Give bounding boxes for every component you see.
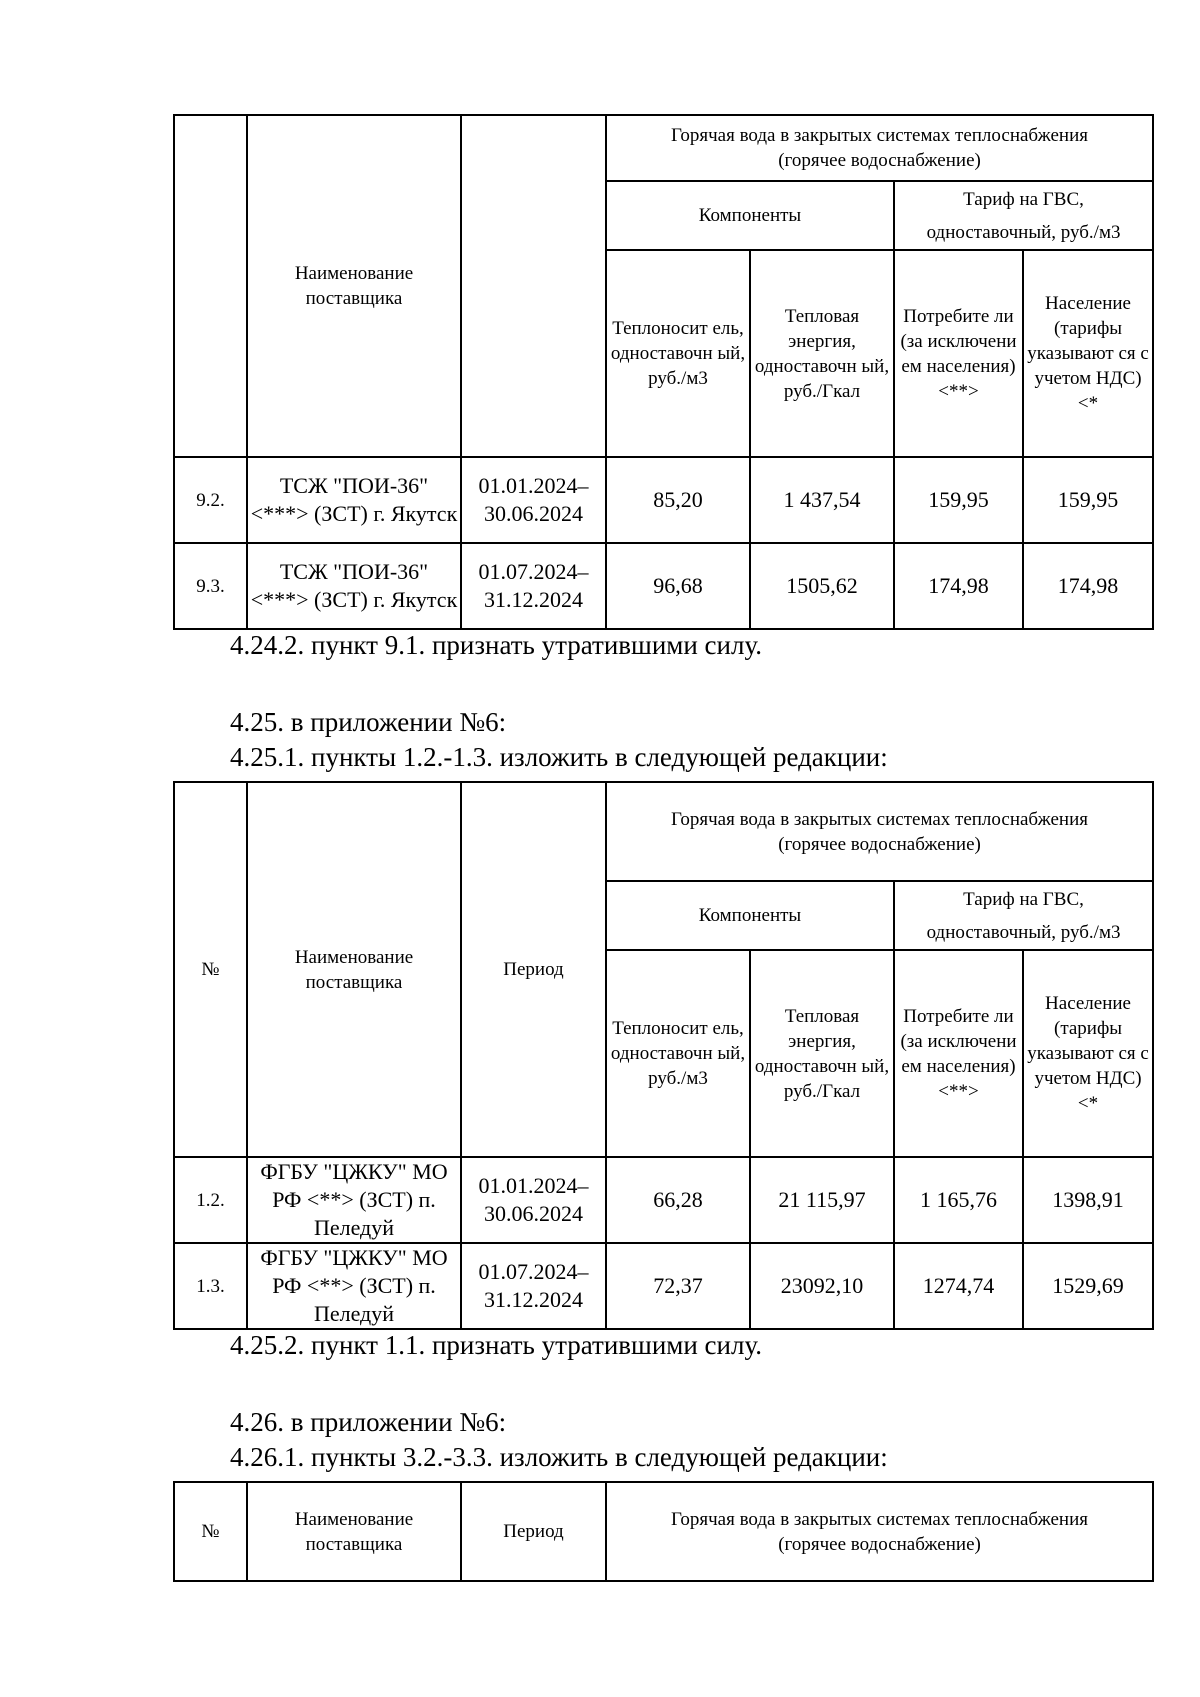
row-period: 01.07.2024– 31.12.2024: [461, 543, 606, 629]
row-supplier: ФГБУ "ЦЖКУ" МО РФ <**> (ЗСТ) п. Пеледуй: [247, 1243, 461, 1329]
row-coolant: 96,68: [606, 543, 750, 629]
header-heat: Тепловая энергия, одноставочн ый, руб./Гкал: [750, 250, 894, 457]
table-row: [174, 1243, 1153, 1329]
row-consumers: 1 165,76: [894, 1157, 1023, 1243]
row-period: 01.01.2024– 30.06.2024: [461, 1157, 606, 1243]
row-consumers: 174,98: [894, 543, 1023, 629]
paragraph-4-25-1: 4.25.1. пункты 1.2.-1.3. изложить в следующей редакции:: [230, 742, 888, 772]
header-num: №: [174, 1482, 247, 1581]
paragraph-4-26-1: 4.26.1. пункты 3.2.-3.3. изложить в следующей редакции:: [230, 1442, 888, 1472]
row-heat: 21 115,97: [750, 1157, 894, 1243]
paragraph-4-26: 4.26. в приложении №6:: [230, 1407, 507, 1437]
row-population: 159,95: [1023, 457, 1153, 543]
row-consumers: 1274,74: [894, 1243, 1023, 1329]
header-period: Период: [461, 1482, 606, 1581]
row-num: 9.3.: [174, 543, 247, 629]
row-supplier: ФГБУ "ЦЖКУ" МО РФ <**> (ЗСТ) п. Пеледуй: [247, 1157, 461, 1243]
tariff-table-1: [173, 114, 1154, 630]
row-coolant: 66,28: [606, 1157, 750, 1243]
header-consumers: Потребите ли (за исключени ем населения) <**>: [894, 250, 1023, 457]
row-coolant: 72,37: [606, 1243, 750, 1329]
paragraph-4-24-2: 4.24.2. пункт 9.1. признать утратившими силу.: [230, 630, 763, 660]
row-heat: 1 437,54: [750, 457, 894, 543]
table-row: [174, 543, 1153, 629]
header-supplier: Наименование поставщика: [247, 782, 461, 1157]
header-tariff: Тариф на ГВС, одноставочный, руб./м3: [894, 181, 1153, 250]
table-row: [174, 1157, 1153, 1243]
header-coolant: Теплоносит ель, одноставочн ый, руб./м3: [606, 950, 750, 1157]
header-supplier: Наименование поставщика: [247, 1482, 461, 1581]
row-period: 01.07.2024– 31.12.2024: [461, 1243, 606, 1329]
paragraph-4-25: 4.25. в приложении №6:: [230, 707, 507, 737]
header-period-cell: [461, 115, 606, 457]
row-num: 1.2.: [174, 1157, 247, 1243]
tariff-table-3: [173, 1481, 1154, 1582]
row-num: 9.2.: [174, 457, 247, 543]
row-num: 1.3.: [174, 1243, 247, 1329]
header-num-cell: [174, 115, 247, 457]
row-population: 1529,69: [1023, 1243, 1153, 1329]
header-coolant: Теплоносит ель, одноставочн ый, руб./м3: [606, 250, 750, 457]
header-group: Горячая вода в закрытых системах теплоснабжения (горячее водоснабжение): [606, 782, 1153, 881]
paragraph-4-25-2: 4.25.2. пункт 1.1. признать утратившими силу.: [230, 1330, 763, 1360]
row-supplier: ТСЖ "ПОИ-36" <***> (ЗСТ) г. Якутск: [247, 543, 461, 629]
header-consumers: Потребите ли (за исключени ем населения) <**>: [894, 950, 1023, 1157]
header-supplier: Наименование поставщика: [247, 115, 461, 457]
tariff-table-2: [173, 781, 1154, 1330]
header-tariff: Тариф на ГВС, одноставочный, руб./м3: [894, 881, 1153, 950]
header-group: Горячая вода в закрытых системах теплоснабжения (горячее водоснабжение): [606, 115, 1153, 181]
row-heat: 23092,10: [750, 1243, 894, 1329]
header-group: Горячая вода в закрытых системах теплоснабжения (горячее водоснабжение): [606, 1482, 1153, 1581]
header-period: Период: [461, 782, 606, 1157]
row-heat: 1505,62: [750, 543, 894, 629]
row-supplier: ТСЖ "ПОИ-36" <***> (ЗСТ) г. Якутск: [247, 457, 461, 543]
row-consumers: 159,95: [894, 457, 1023, 543]
row-population: 1398,91: [1023, 1157, 1153, 1243]
table-row: [174, 457, 1153, 543]
row-coolant: 85,20: [606, 457, 750, 543]
header-components: Компоненты: [606, 181, 894, 250]
header-population: Население (тарифы указывают ся с учетом НДС) <*: [1023, 250, 1153, 457]
header-num: №: [174, 782, 247, 1157]
row-population: 174,98: [1023, 543, 1153, 629]
header-components: Компоненты: [606, 881, 894, 950]
row-period: 01.01.2024– 30.06.2024: [461, 457, 606, 543]
header-population: Население (тарифы указывают ся с учетом НДС) <*: [1023, 950, 1153, 1157]
header-heat: Тепловая энергия, одноставочн ый, руб./Гкал: [750, 950, 894, 1157]
